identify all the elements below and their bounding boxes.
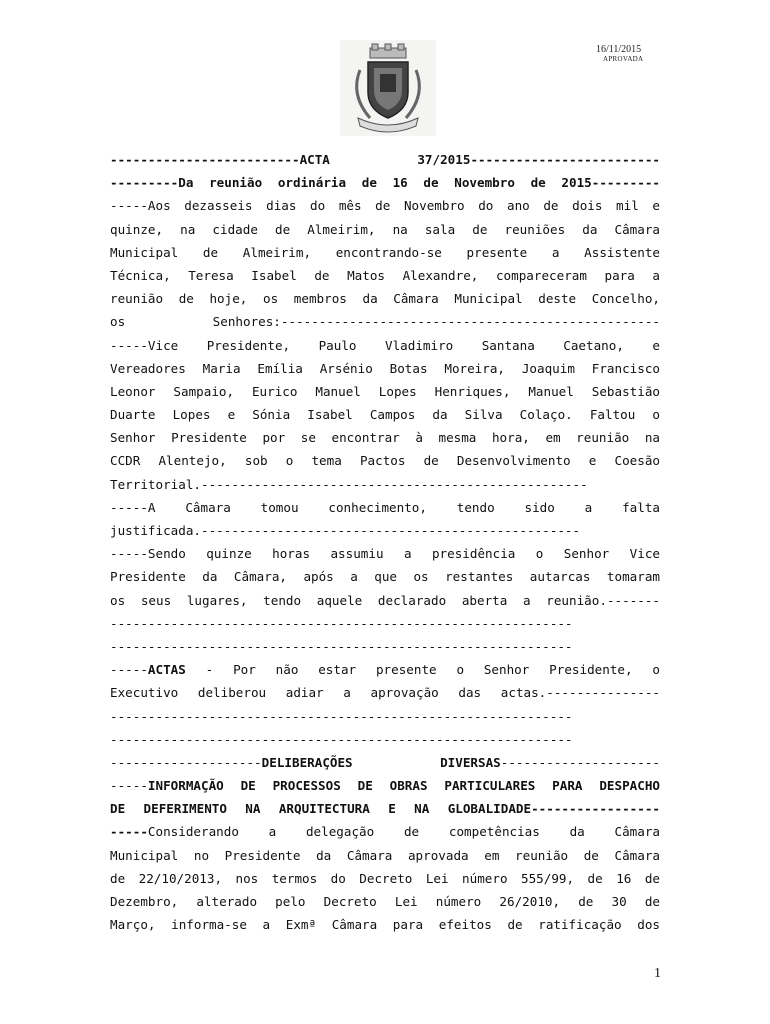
text-span: Municipal no Presidente da Câmara aprovada em reunião de Câmara <box>110 847 660 863</box>
text-span: justificada.-------------------------------------------------- <box>110 523 581 538</box>
text-line <box>110 890 660 913</box>
text-span: Municipal de Almeirim, encontrando-se presente a Assistente <box>110 244 660 260</box>
text-line <box>110 519 660 542</box>
text-span: - Por não estar presente o Senhor Presidente, o <box>185 662 660 678</box>
text-line <box>110 542 660 565</box>
text-span: Considerando a delegação de competências da Câmara <box>147 824 660 840</box>
text-span: ------------------------- <box>470 152 660 167</box>
text-line <box>110 565 660 588</box>
text-span: -------------------- <box>110 754 262 770</box>
text-span: Senhor Presidente por se encontrar à mesma hora, em reunião na <box>110 430 660 446</box>
text-line <box>110 751 660 774</box>
text-span: -----Sendo quinze horas assumiu a presidência o Senhor Vice <box>110 546 660 562</box>
text-span: ------------------------------------------------------------- <box>110 708 573 724</box>
text-line <box>110 496 660 519</box>
text-line <box>110 635 660 658</box>
text-line <box>110 820 660 843</box>
text-span: ACTA 37/2015 <box>299 152 471 167</box>
text-span: ----- <box>110 778 148 794</box>
text-line <box>110 426 660 449</box>
text-span: Territorial.--------------------------------------------------- <box>110 476 588 492</box>
text-line <box>110 171 660 194</box>
text-span: ------------------------------------------------------------- <box>110 638 573 654</box>
text-line <box>110 728 660 751</box>
page-number: 1 <box>654 966 661 981</box>
text-span: ------------------------- <box>110 152 300 167</box>
text-line <box>110 473 660 496</box>
text-span: de 22/10/2013, nos termos do Decreto Lei número 555/99, de 16 de <box>110 870 660 886</box>
text-line <box>110 357 660 380</box>
text-line <box>110 310 660 333</box>
text-line <box>110 403 660 426</box>
text-line <box>110 705 660 728</box>
approval-status: APROVADA <box>603 55 644 63</box>
text-span: DELIBERAÇÕES DIVERSAS <box>261 754 501 770</box>
text-span: Dezembro, alterado pelo Decreto Lei número 26/2010, de 30 de <box>110 894 660 909</box>
text-line <box>110 287 660 310</box>
text-span: os Senhores:-------------------------------------------------- <box>110 314 660 330</box>
text-span: ----- <box>110 662 148 678</box>
text-span: ------------------------------------------------------------- <box>110 731 573 747</box>
text-line <box>110 241 660 264</box>
text-span: ------------------------------------------------------------- <box>110 615 573 631</box>
text-line <box>110 218 660 241</box>
text-span: -----Aos dezasseis dias do mês de Novembro do ano de dois mil e <box>110 198 660 214</box>
text-line <box>110 658 660 681</box>
text-line <box>110 148 660 171</box>
text-span: os seus lugares, tendo aquele declarado aberta a reunião.------- <box>110 592 660 608</box>
text-span: --------------------- <box>500 754 660 770</box>
municipal-crest-logo <box>340 40 436 136</box>
minutes-body <box>110 148 660 936</box>
text-span: -----A Câmara tomou conhecimento, tendo sido a falta <box>110 499 660 515</box>
text-span: Duarte Lopes e Sónia Isabel Campos da Silva Colaço. Faltou o <box>110 407 660 423</box>
text-span: ---------Da reunião ordinária de 16 de Novembro de 2015--------- <box>110 175 660 191</box>
text-span: CCDR Alentejo, sob o tema Pactos de Desenvolvimento e Coesão <box>110 453 660 469</box>
text-line <box>110 264 660 287</box>
text-line <box>110 913 660 936</box>
text-span: quinze, na cidade de Almeirim, na sala de reuniões da Câmara <box>110 221 660 237</box>
text-line <box>110 797 660 820</box>
text-span: reunião de hoje, os membros da Câmara Municipal deste Concelho, <box>110 291 660 307</box>
text-line <box>110 681 660 704</box>
text-span: Técnica, Teresa Isabel de Matos Alexandre, compareceram para a <box>110 267 660 283</box>
text-line <box>110 380 660 403</box>
text-span: DE DEFERIMENTO NA ARQUITECTURA E NA GLOBALIDADE----------------- <box>110 801 660 817</box>
text-span: ----- <box>110 824 148 840</box>
text-span: Vereadores Maria Emília Arsénio Botas Moreira, Joaquim Francisco <box>110 360 660 376</box>
document-date: 16/11/2015 <box>596 44 642 55</box>
text-line <box>110 774 660 797</box>
text-span: Executivo deliberou adiar a aprovação das actas.--------------- <box>110 685 660 701</box>
text-span: -----Vice Presidente, Paulo Vladimiro Santana Caetano, e <box>110 337 660 353</box>
text-line <box>110 334 660 357</box>
text-span: Leonor Sampaio, Eurico Manuel Lopes Henriques, Manuel Sebastião <box>110 383 660 399</box>
text-line <box>110 867 660 890</box>
text-line <box>110 194 660 217</box>
text-line <box>110 612 660 635</box>
text-line <box>110 449 660 472</box>
text-span: Março, informa-se a Exmª Câmara para efeitos de ratificação dos <box>110 917 660 933</box>
text-span: INFORMAÇÃO DE PROCESSOS DE OBRAS PARTICULARES PARA DESPACHO <box>147 778 660 794</box>
text-line <box>110 844 660 867</box>
text-line <box>110 589 660 612</box>
text-span: Presidente da Câmara, após a que os restantes autarcas tomaram <box>110 569 660 585</box>
text-span: ACTAS <box>147 662 186 678</box>
